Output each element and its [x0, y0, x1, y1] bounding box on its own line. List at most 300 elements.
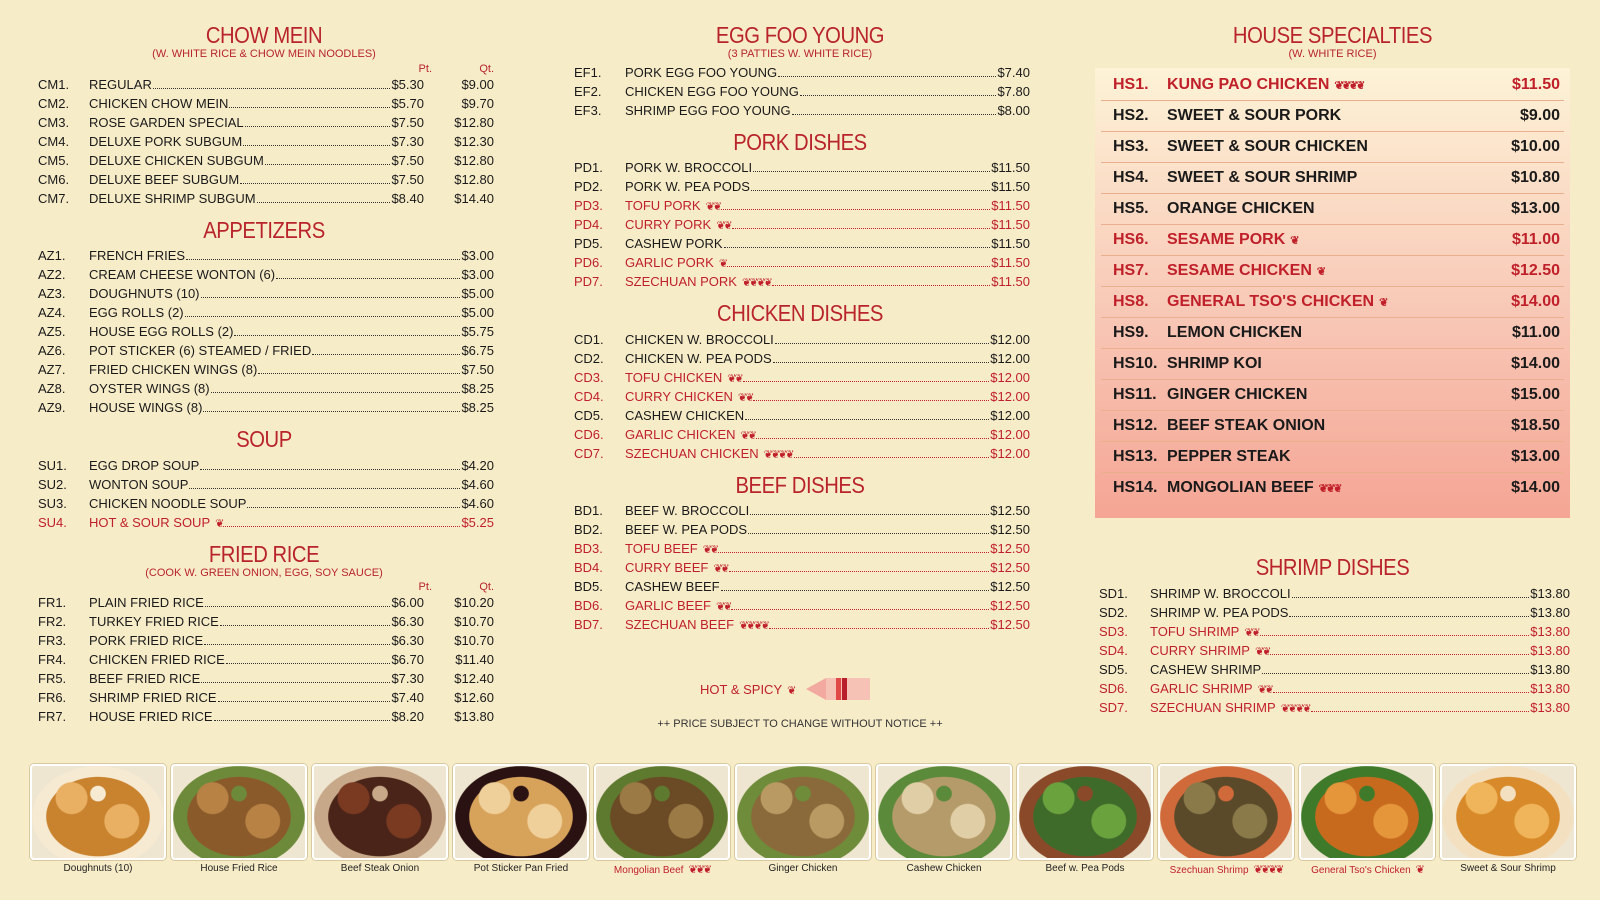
- menu-item: [34, 593, 494, 612]
- item-price: $12.50: [990, 597, 1030, 613]
- item-name: TOFU BEEF: [625, 540, 698, 556]
- item-price: $13.80: [1530, 681, 1570, 697]
- dot-leader: [218, 689, 391, 702]
- pepper-icon: ❦❦: [1254, 646, 1270, 659]
- dot-leader: [1311, 699, 1530, 712]
- item-price: $11.00: [1511, 323, 1560, 341]
- menu-item: [34, 475, 494, 494]
- item-price: $5.25: [461, 514, 494, 530]
- dot-leader: [203, 399, 460, 412]
- item-name: SZECHUAN CHICKEN: [625, 445, 759, 461]
- item-code: PD4.: [574, 217, 603, 233]
- food-photo-image: [1299, 764, 1435, 860]
- pepper-icon: ❦: [1415, 864, 1423, 876]
- dot-leader: [240, 171, 390, 184]
- menu-item: [34, 170, 494, 189]
- menu-item: [1095, 660, 1570, 679]
- item-code: BD7.: [574, 616, 603, 632]
- dot-leader: [772, 273, 990, 286]
- menu-item: [570, 234, 1030, 253]
- photo-caption: [1046, 863, 1125, 874]
- item-price: $13.00: [1511, 199, 1560, 217]
- specialty-row: [1101, 101, 1564, 132]
- quart-label: Qt.: [479, 581, 494, 594]
- item-price: $12.00: [990, 407, 1030, 423]
- pint-price: $7.30: [391, 671, 424, 687]
- pint-price: $8.40: [391, 190, 424, 206]
- menu-item: [34, 151, 494, 170]
- item-name: CASHEW BEEF: [625, 578, 720, 594]
- item-code: CM5.: [38, 152, 70, 168]
- soup-list: [34, 456, 494, 532]
- item-name: [1167, 200, 1511, 218]
- pint-price: $6.30: [391, 614, 424, 630]
- dot-leader: [729, 559, 989, 572]
- pint-price: $6.00: [391, 595, 424, 611]
- chow-mein-list: [34, 75, 494, 208]
- dot-leader: [265, 152, 391, 165]
- item-name: BEEF W. BROCCOLI: [625, 502, 750, 518]
- quart-price: $9.70: [461, 95, 494, 111]
- item-code: SD6.: [1099, 681, 1128, 697]
- menu-item: [34, 379, 494, 398]
- arrow-left-icon: [806, 676, 872, 702]
- specialty-row: [1101, 70, 1564, 101]
- pepper-icon: ❦❦❦: [688, 864, 711, 876]
- item-price: $12.50: [990, 540, 1030, 556]
- photo-caption-text: Szechuan Shrimp: [1169, 865, 1249, 876]
- photo-caption-text: Cashew Chicken: [906, 863, 982, 874]
- item-price: $5.75: [461, 324, 494, 340]
- right-column: [1095, 22, 1570, 717]
- pint-label: Pt.: [418, 581, 432, 594]
- food-photo: [1440, 764, 1576, 876]
- item-price: $11.50: [991, 274, 1030, 290]
- item-code: CD7.: [574, 445, 604, 461]
- item-name: SHRIMP FRIED RICE: [89, 690, 217, 706]
- dot-leader: [257, 190, 391, 203]
- dot-leader: [748, 521, 989, 534]
- pepper-icon: ❦: [1290, 234, 1298, 247]
- food-photo: [735, 764, 871, 876]
- item-code: HS8.: [1113, 292, 1149, 310]
- item-price: $4.20: [461, 457, 494, 473]
- menu-item: [1095, 622, 1570, 641]
- dot-leader: [778, 64, 996, 77]
- item-price: $12.00: [990, 350, 1030, 366]
- menu-item: [570, 539, 1030, 558]
- menu-item: [1095, 603, 1570, 622]
- menu-item: [570, 615, 1030, 634]
- food-photo-strip: [30, 764, 1574, 876]
- item-name: [1167, 324, 1512, 342]
- item-code: SD4.: [1099, 643, 1128, 659]
- menu-item: [34, 688, 494, 707]
- item-name: CASHEW SHRIMP: [1150, 662, 1262, 678]
- specialty-row: [1101, 411, 1564, 442]
- item-price: $14.00: [1511, 479, 1560, 497]
- item-name: SHRIMP W. PEA PODS: [1150, 605, 1289, 621]
- menu-item: [570, 158, 1030, 177]
- item-price: $3.00: [461, 267, 494, 283]
- item-price: $3.00: [461, 248, 494, 264]
- item-price: $11.50: [991, 160, 1030, 176]
- item-price: $14.00: [1511, 354, 1560, 372]
- middle-column: [570, 22, 1030, 634]
- menu-item: [34, 284, 494, 303]
- item-name-text: ORANGE CHICKEN: [1167, 199, 1315, 217]
- item-code: CD4.: [574, 388, 604, 404]
- dot-leader: [794, 445, 990, 458]
- item-name: TOFU PORK: [625, 198, 701, 214]
- menu-item: [34, 494, 494, 513]
- menu-item: [570, 82, 1030, 101]
- food-photo-image: [1017, 764, 1153, 860]
- egg-foo-young-title: EGG FOO YOUNG: [715, 22, 885, 48]
- item-price: $11.50: [991, 179, 1030, 195]
- item-price: $9.00: [1519, 106, 1560, 124]
- item-price: $12.00: [990, 331, 1030, 347]
- item-code: SD2.: [1099, 605, 1128, 621]
- house-specialties-list: [1095, 68, 1570, 518]
- menu-item: [34, 75, 494, 94]
- pint-price: $7.50: [391, 171, 424, 187]
- dot-leader: [204, 632, 390, 645]
- item-code: AZ7.: [38, 362, 66, 378]
- photo-caption-text: Beef w. Pea Pods: [1045, 863, 1125, 874]
- dot-leader: [220, 613, 391, 626]
- item-name: PORK W. PEA PODS: [625, 179, 750, 195]
- menu-item: [34, 246, 494, 265]
- item-code: EF3.: [574, 102, 602, 118]
- photo-caption-text: Sweet & Sour Shrimp: [1460, 863, 1556, 874]
- menu-item: [570, 501, 1030, 520]
- pepper-icon: ❦❦❦❦: [1253, 864, 1283, 876]
- dot-leader: [751, 178, 990, 191]
- item-code: FR6.: [38, 690, 67, 706]
- dot-leader: [153, 76, 391, 89]
- dot-leader: [229, 95, 390, 108]
- item-code: FR5.: [38, 671, 67, 687]
- item-code: FR4.: [38, 652, 67, 668]
- pint-price: $7.40: [391, 690, 424, 706]
- item-price: $12.50: [990, 559, 1030, 575]
- item-name: [1167, 169, 1511, 187]
- menu-item: [34, 456, 494, 475]
- fried-rice-list: [34, 593, 494, 726]
- item-code: CM4.: [38, 133, 70, 149]
- dot-leader: [186, 247, 460, 260]
- menu-item: [34, 631, 494, 650]
- menu-item: [570, 558, 1030, 577]
- item-price: $11.50: [991, 198, 1030, 214]
- menu-item: [34, 132, 494, 151]
- menu-item: [1095, 698, 1570, 717]
- quart-price: $12.80: [454, 152, 494, 168]
- photo-caption-text: Doughnuts (10): [63, 863, 133, 874]
- item-code: HS14.: [1113, 479, 1158, 497]
- menu-item: [34, 650, 494, 669]
- item-name: POT STICKER (6) STEAMED / FRIED: [89, 343, 312, 359]
- menu-item: [1095, 641, 1570, 660]
- item-price: $12.50: [990, 502, 1030, 518]
- item-name-text: MONGOLIAN BEEF: [1167, 479, 1314, 497]
- dot-leader: [718, 540, 989, 553]
- item-code: AZ9.: [38, 400, 66, 416]
- item-name: [1167, 355, 1511, 373]
- item-code: AZ1.: [38, 248, 66, 264]
- item-code: BD1.: [574, 502, 603, 518]
- dot-leader: [201, 285, 461, 298]
- item-name: [1167, 107, 1520, 125]
- item-name: CHICKEN W. BROCCOLI: [625, 331, 774, 347]
- beef-dishes-title: BEEF DISHES: [735, 471, 865, 498]
- beef-dishes-list: [570, 501, 1030, 634]
- item-code: HS3.: [1113, 137, 1149, 155]
- item-price: $8.00: [997, 102, 1030, 118]
- dot-leader: [226, 651, 391, 664]
- item-name: TOFU SHRIMP: [1150, 624, 1240, 640]
- photo-caption: [769, 863, 838, 874]
- item-name: HOT & SOUR SOUP: [89, 514, 211, 530]
- dot-leader: [200, 457, 460, 470]
- item-name: CURRY PORK: [625, 217, 712, 233]
- item-name-text: SESAME PORK: [1167, 230, 1286, 248]
- pepper-icon: ❦❦: [1257, 684, 1273, 697]
- pint-price: $7.30: [391, 133, 424, 149]
- item-name: [1167, 448, 1511, 466]
- food-photo: [1158, 764, 1294, 876]
- item-price: $13.80: [1530, 624, 1570, 640]
- item-name-text: SESAME CHICKEN: [1167, 261, 1312, 279]
- item-name-text: SHRIMP KOI: [1167, 354, 1262, 372]
- item-name: PLAIN FRIED RICE: [89, 595, 204, 611]
- item-name: ROSE GARDEN SPECIAL: [89, 114, 244, 130]
- hot-spicy-label: HOT & SPICY ❦: [700, 681, 795, 697]
- food-photo: [1017, 764, 1153, 876]
- menu-item: [34, 94, 494, 113]
- item-code: PD5.: [574, 236, 603, 252]
- dot-leader: [1270, 642, 1529, 655]
- item-name: [1167, 417, 1511, 435]
- hot-spicy-legend: [700, 676, 872, 702]
- pepper-icon: ❦❦❦❦: [1334, 79, 1364, 92]
- item-name: FRENCH FRIES: [89, 248, 186, 264]
- pepper-icon: ❦❦: [716, 220, 731, 233]
- item-name: SHRIMP W. BROCCOLI: [1150, 586, 1291, 602]
- quart-price: $12.40: [454, 671, 494, 687]
- dot-leader: [732, 216, 991, 229]
- quart-label: Qt.: [479, 62, 494, 75]
- food-photo: [876, 764, 1012, 876]
- photo-caption: [200, 863, 277, 874]
- item-name: PORK FRIED RICE: [89, 633, 204, 649]
- item-name-text: KUNG PAO CHICKEN: [1167, 75, 1330, 93]
- item-code: HS4.: [1113, 168, 1149, 186]
- dot-leader: [745, 407, 989, 420]
- dot-leader: [223, 514, 460, 527]
- menu-item: [34, 360, 494, 379]
- item-price: $13.80: [1530, 643, 1570, 659]
- item-name: CASHEW PORK: [625, 236, 723, 252]
- quart-price: $10.70: [454, 633, 494, 649]
- item-name: SZECHUAN PORK: [625, 274, 737, 290]
- menu-item: [34, 265, 494, 284]
- food-photo: [1299, 764, 1435, 876]
- dot-leader: [769, 616, 989, 629]
- item-price: $12.50: [990, 616, 1030, 632]
- dot-leader: [792, 102, 997, 115]
- item-code: AZ6.: [38, 343, 66, 359]
- chow-mein-title: CHOW MEIN: [205, 22, 323, 48]
- menu-item: [570, 596, 1030, 615]
- pepper-icon: ❦❦❦❦: [1280, 703, 1310, 716]
- specialty-row: [1101, 442, 1564, 473]
- item-name: PORK W. BROCCOLI: [625, 160, 753, 176]
- item-name: CHICKEN CHOW MEIN: [89, 95, 229, 111]
- food-photo-image: [312, 764, 448, 860]
- dot-leader: [1262, 661, 1529, 674]
- item-name: SZECHUAN SHRIMP: [1150, 700, 1276, 716]
- food-photo-image: [453, 764, 589, 860]
- pint-price: $6.30: [391, 633, 424, 649]
- quart-price: $12.80: [454, 114, 494, 130]
- dot-leader: [800, 83, 997, 96]
- pepper-icon: ❦❦: [740, 429, 755, 442]
- item-code: PD1.: [574, 160, 603, 176]
- pepper-icon: ❦❦: [702, 543, 718, 556]
- menu-item: [570, 387, 1030, 406]
- dot-leader: [205, 594, 391, 607]
- dot-leader: [727, 254, 990, 267]
- pepper-icon: ❦❦❦❦: [741, 277, 771, 290]
- dot-leader: [276, 266, 460, 279]
- item-price: $8.25: [461, 381, 494, 397]
- item-code: HS5.: [1113, 199, 1149, 217]
- item-name: [1167, 479, 1511, 497]
- specialty-row: [1101, 194, 1564, 225]
- chow-mein-size-header: [34, 63, 494, 75]
- menu-item: [34, 322, 494, 341]
- pepper-icon: ❦: [1316, 265, 1325, 278]
- item-name-text: GINGER CHICKEN: [1167, 385, 1308, 403]
- item-code: CM3.: [38, 114, 70, 130]
- dot-leader: [245, 114, 391, 127]
- item-price: $6.75: [461, 343, 494, 359]
- item-price: $13.80: [1530, 700, 1570, 716]
- dot-leader: [1292, 585, 1530, 598]
- item-code: FR7.: [38, 709, 67, 725]
- food-photo-image: [171, 764, 307, 860]
- item-price: $4.60: [461, 476, 494, 492]
- item-name: [1167, 138, 1511, 156]
- item-code: FR2.: [38, 614, 67, 630]
- item-name: DELUXE CHICKEN SUBGUM: [89, 152, 264, 168]
- dot-leader: [775, 331, 989, 344]
- pepper-icon: ❦❦: [705, 201, 721, 214]
- price-notice: ++ PRICE SUBJECT TO CHANGE WITHOUT NOTICE ++: [657, 718, 943, 730]
- quart-price: $12.80: [454, 171, 494, 187]
- item-name: SHRIMP EGG FOO YOUNG: [625, 102, 791, 118]
- house-specialties-subtitle: (W. WHITE RICE): [1288, 48, 1377, 61]
- pepper-icon: ❦: [215, 517, 223, 530]
- item-price: $10.00: [1511, 137, 1560, 155]
- item-price: $5.00: [461, 305, 494, 321]
- dot-leader: [243, 133, 390, 146]
- egg-foo-young-list: [570, 63, 1030, 120]
- item-price: $11.50: [991, 236, 1030, 252]
- item-name-text: SWEET & SOUR CHICKEN: [1167, 137, 1368, 155]
- item-code: CD1.: [574, 331, 604, 347]
- item-name: EGG DROP SOUP: [89, 457, 200, 473]
- menu-item: [34, 341, 494, 360]
- item-price: $12.00: [990, 445, 1030, 461]
- item-price: $13.80: [1530, 605, 1570, 621]
- item-code: HS2.: [1113, 106, 1149, 124]
- food-photo-image: [594, 764, 730, 860]
- photo-caption: [474, 863, 568, 874]
- dot-leader: [189, 476, 460, 489]
- item-code: EF1.: [574, 64, 602, 80]
- pork-dishes-title: PORK DISHES: [733, 128, 867, 155]
- menu-item: [570, 272, 1030, 291]
- item-name: BEEF FRIED RICE: [89, 671, 201, 687]
- dot-leader: [185, 304, 461, 317]
- photo-caption: [1311, 863, 1423, 876]
- item-price: $11.50: [1511, 75, 1560, 93]
- dot-leader: [214, 708, 391, 721]
- item-code: SU1.: [38, 457, 67, 473]
- pint-price: $7.50: [391, 152, 424, 168]
- item-name: [1167, 76, 1512, 94]
- food-photo-image: [876, 764, 1012, 860]
- item-name: TOFU CHICKEN: [625, 369, 723, 385]
- specialty-row: [1101, 132, 1564, 163]
- item-code: HS7.: [1113, 261, 1149, 279]
- item-price: $18.50: [1511, 416, 1560, 434]
- specialty-row: [1101, 256, 1564, 287]
- menu-item: [570, 444, 1030, 463]
- photo-caption: [341, 863, 419, 874]
- fried-rice-subtitle: (COOK W. GREEN ONION, EGG, SOY SAUCE): [145, 566, 383, 579]
- item-code: HS11.: [1113, 385, 1157, 403]
- item-name: OYSTER WINGS (8): [89, 381, 210, 397]
- item-price: $12.50: [990, 578, 1030, 594]
- item-name: BEEF W. PEA PODS: [625, 521, 748, 537]
- food-photo: [594, 764, 730, 876]
- photo-caption: [64, 863, 133, 874]
- item-name: [1167, 262, 1511, 280]
- item-code: PD2.: [574, 179, 603, 195]
- item-name: CURRY BEEF: [625, 559, 709, 575]
- menu-item: [570, 215, 1030, 234]
- dot-leader: [201, 670, 390, 683]
- pint-price: $5.70: [391, 95, 424, 111]
- egg-foo-young-subtitle: (3 PATTIES W. WHITE RICE): [727, 48, 873, 61]
- photo-caption-text: House Fried Rice: [200, 863, 278, 874]
- item-code: CD2.: [574, 350, 604, 366]
- item-name: WONTON SOUP: [89, 476, 189, 492]
- photo-caption: [614, 863, 710, 876]
- item-code: AZ2.: [38, 267, 66, 283]
- item-name: REGULAR: [89, 76, 152, 92]
- pepper-icon: ❦: [787, 684, 795, 697]
- pint-price: $7.50: [391, 114, 424, 130]
- dot-leader: [1260, 623, 1529, 636]
- item-name: CHICKEN EGG FOO YOUNG: [625, 83, 799, 99]
- item-code: CM7.: [38, 190, 70, 206]
- menu-item: [570, 577, 1030, 596]
